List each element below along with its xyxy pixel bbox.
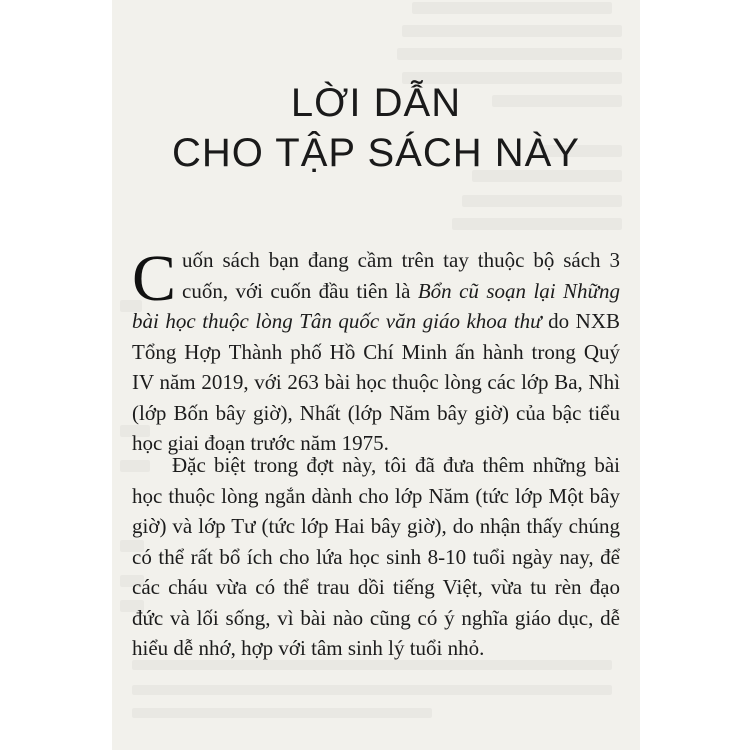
drop-cap: C <box>132 242 177 315</box>
title-line-2: CHO TẬP SÁCH NÀY <box>172 131 580 175</box>
paragraph-2: Đặc biệt trong đợt này, tôi đã đưa thêm những bài học thuộc lòng ngắn dành cho lớp Năm (tức lớp Một bây giờ) và lớp Tư (tức lớp Hai bây giờ), do nhận thấy chúng có thể rất bổ ích cho lứa học sinh 8-10 tuổi ngày nay, để các cháu vừa có thể trau dồi tiếng Việt, vừa tu rèn đạo đức và lối sống, vì bài nào cũng có ý nghĩa giáo dục, dễ hiểu dễ nhớ, hợp với tâm sinh lý tuổi nhỏ. <box>132 453 620 660</box>
book-title-italic: Bổn cũ soạn lại Những bài học thuộc lòng Tân quốc văn giáo khoa thư <box>132 278 620 333</box>
title-line-1: LỜI DẪN <box>290 81 462 125</box>
paragraph-1 <box>132 242 620 459</box>
paragraph-1-text-start: uốn sách bạn đang cầm trên tay thuộc bộ sách 3 cuốn, với cuốn đầu tiên là <box>182 248 620 303</box>
paragraph-1-text-end: do NXB Tổng Hợp Thành phố Hồ Chí Minh ấn hành trong Quý IV năm 2019, với 263 bài học thuộc lòng các lớp Ba, Nhì (lớp Bốn bây giờ), Nhất (lớp Năm bây giờ) của bậc tiểu học giai đoạn trước năm 1975. <box>132 309 620 455</box>
book-page <box>112 0 640 750</box>
page-title <box>112 78 640 178</box>
